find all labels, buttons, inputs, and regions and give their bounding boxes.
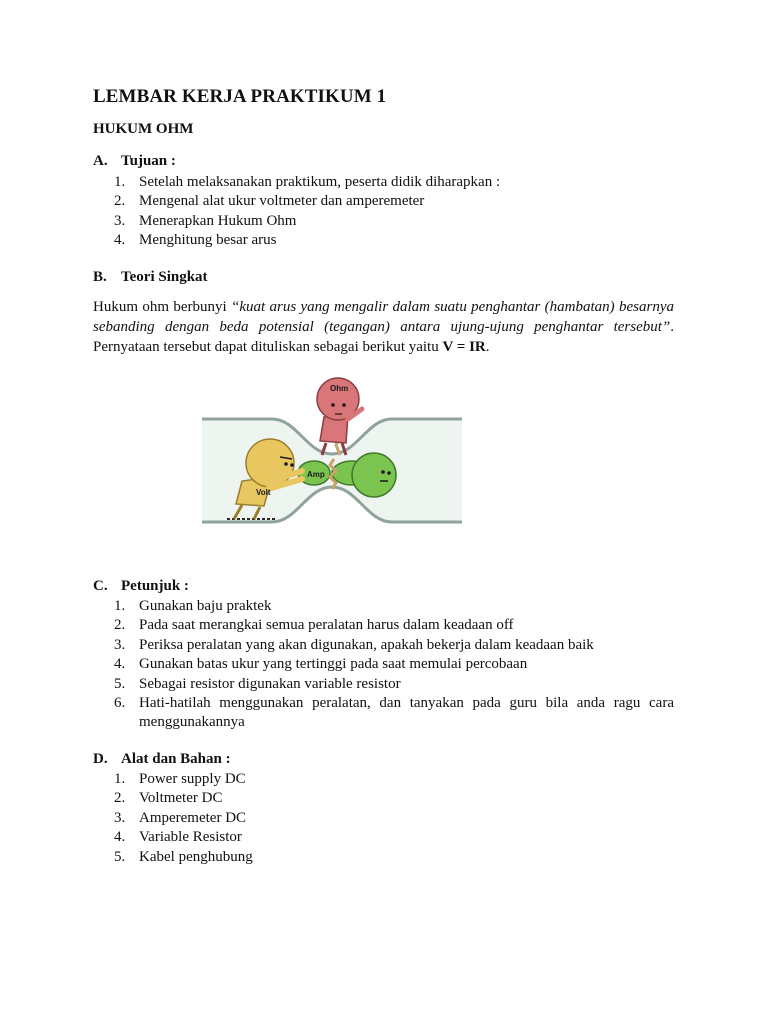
list-number: 5. bbox=[114, 675, 126, 692]
section-a-list bbox=[114, 173, 674, 251]
list-item bbox=[114, 231, 674, 250]
section-d-list bbox=[114, 770, 674, 867]
section-d-heading bbox=[93, 751, 231, 768]
section-d-letter: D. bbox=[93, 751, 108, 767]
section-c-letter: C. bbox=[93, 578, 108, 594]
list-text: Mengenal alat ukur voltmeter dan amperemeter bbox=[139, 193, 425, 210]
section-d-title: Alat dan Bahan : bbox=[121, 751, 231, 767]
section-c-title: Petunjuk : bbox=[121, 578, 189, 594]
list-text: Variable Resistor bbox=[139, 829, 242, 846]
ohm-formula: V = IR bbox=[442, 339, 486, 355]
list-item bbox=[114, 675, 674, 694]
list-text: Sebagai resistor digunakan variable resistor bbox=[139, 675, 401, 692]
list-number: 4. bbox=[114, 232, 126, 249]
paragraph-intro: Hukum ohm berbunyi bbox=[93, 299, 231, 315]
list-number: 2. bbox=[114, 193, 126, 210]
section-b-heading bbox=[93, 269, 208, 286]
list-item bbox=[114, 192, 674, 211]
list-number: 4. bbox=[114, 656, 126, 673]
section-b-title: Teori Singkat bbox=[121, 269, 208, 285]
list-item bbox=[114, 828, 674, 847]
list-number: 1. bbox=[114, 598, 126, 614]
section-a-heading bbox=[93, 153, 176, 170]
section-c-list bbox=[114, 597, 674, 733]
list-text: Gunakan baju praktek bbox=[139, 598, 272, 614]
list-item bbox=[114, 809, 674, 828]
list-item bbox=[114, 597, 674, 616]
amp-label: Amp bbox=[307, 470, 325, 479]
ohm-law-quote: “kuat arus yang mengalir dalam suatu penghantar (hambatan) besarnya sebanding dengan beda potensial (tegangan) antara ujung-ujung penghantar tersebut” bbox=[93, 299, 674, 335]
list-number: 3. bbox=[114, 212, 126, 229]
list-text: Gunakan batas ukur yang tertinggi pada saat memulai percobaan bbox=[139, 656, 528, 673]
section-a-title: Tujuan : bbox=[121, 153, 176, 169]
list-number: 6. bbox=[114, 695, 126, 712]
list-text: Amperemeter DC bbox=[139, 809, 247, 826]
list-number: 5. bbox=[114, 848, 126, 865]
list-text: Setelah melaksanakan praktikum, peserta didik diharapkan : bbox=[139, 174, 501, 190]
list-number: 1. bbox=[114, 174, 126, 190]
list-item bbox=[114, 789, 674, 808]
list-number: 1. bbox=[114, 771, 126, 787]
list-text: Kabel penghubung bbox=[139, 848, 253, 865]
list-text: Menghitung besar arus bbox=[139, 232, 277, 249]
section-a-letter: A. bbox=[93, 153, 108, 169]
list-number: 3. bbox=[114, 809, 126, 826]
list-item bbox=[114, 694, 674, 733]
list-text: Periksa peralatan yang akan digunakan, apakah bekerja dalam keadaan baik bbox=[139, 636, 594, 653]
list-number: 2. bbox=[114, 790, 126, 807]
paragraph-rest: . Pernyataan tersebut dapat dituliskan sebagai berikut yaitu bbox=[93, 319, 674, 355]
page-title: LEMBAR KERJA PRAKTIKUM 1 bbox=[93, 86, 387, 107]
theory-paragraph bbox=[93, 297, 674, 357]
list-number: 4. bbox=[114, 829, 126, 846]
list-item bbox=[114, 173, 674, 192]
page-subtitle: HUKUM OHM bbox=[93, 121, 194, 137]
list-number: 3. bbox=[114, 636, 126, 653]
list-item bbox=[114, 848, 674, 867]
list-number: 2. bbox=[114, 617, 126, 634]
list-item bbox=[114, 212, 674, 231]
list-text: Power supply DC bbox=[139, 771, 246, 787]
ohm-law-illustration bbox=[202, 369, 462, 531]
list-text: Hati-hatilah menggunakan peralatan, dan tanyakan pada guru bila anda ragu cara menggunakannya bbox=[139, 695, 674, 731]
paragraph-end: . bbox=[485, 339, 490, 355]
list-item bbox=[114, 636, 674, 655]
list-text: Menerapkan Hukum Ohm bbox=[139, 212, 297, 229]
list-text: Voltmeter DC bbox=[139, 790, 223, 807]
list-text: Pada saat merangkai semua peralatan harus dalam keadaan off bbox=[139, 617, 514, 634]
ohm-label: Ohm bbox=[330, 384, 349, 393]
list-item bbox=[114, 655, 674, 674]
section-c-heading bbox=[93, 578, 189, 595]
volt-label: Volt bbox=[256, 488, 271, 497]
section-b-letter: B. bbox=[93, 269, 107, 285]
list-item bbox=[114, 770, 674, 789]
list-item bbox=[114, 616, 674, 635]
